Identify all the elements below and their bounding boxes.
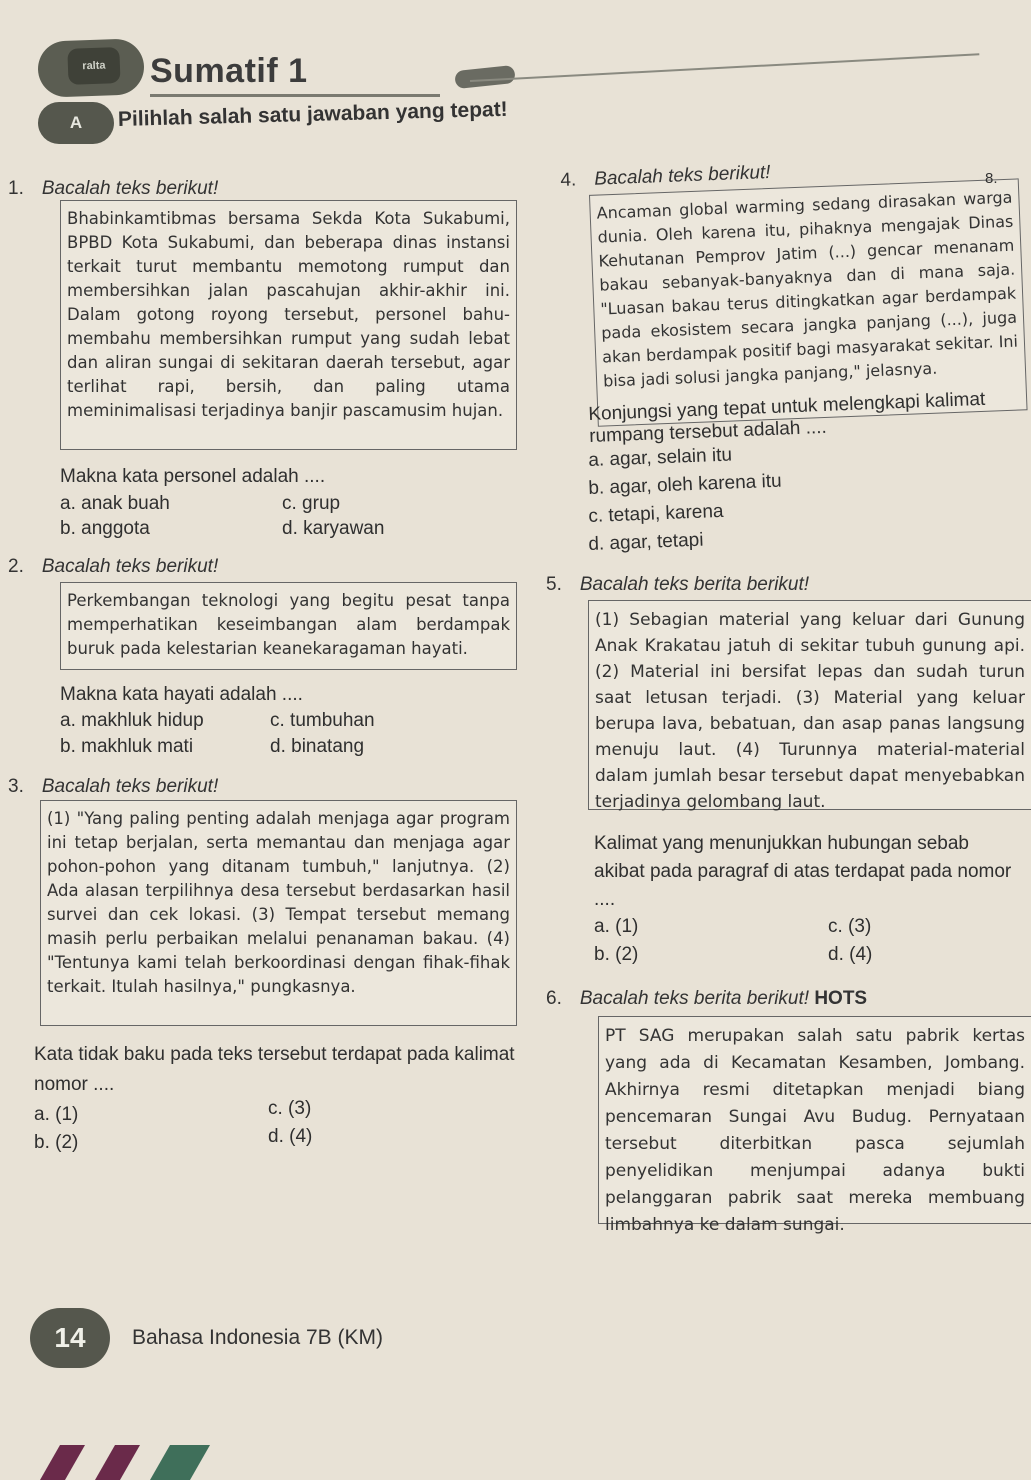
q3-option-d[interactable]: d. (4) (268, 1126, 313, 1147)
title-underline (150, 94, 440, 97)
q5-passage: (1) Sebagian material yang keluar dari Gunung Anak Krakatau jatuh di sekitar tubuh gunung api. (2) Material ini bersifat lepas dan sudah turun saat letusan terjadi. (3) Material yang keluar berupa lava, bebatuan, dan asap panas langsung menuju laut. (4) Turunnya material-material dalam jumlah besar tersebut dapat menyebabkan terjadinya gelombang laut. (595, 610, 1025, 812)
q2-passage-box (60, 582, 517, 670)
q1-option-b[interactable]: b. anggota (60, 518, 150, 539)
q5-option-a[interactable]: a. (1) (594, 916, 639, 937)
q3-passage-box (40, 800, 517, 1026)
page-number-badge: 14 (30, 1308, 110, 1368)
q5-option-d[interactable]: d. (4) (828, 944, 873, 965)
page-title: Sumatif 1 (150, 52, 308, 90)
q1-passage-box (60, 200, 517, 450)
q6-passage: PT SAG merupakan salah satu pabrik kertas yang ada di Kecamatan Kesamben, Jombang. Akhirnya resmi ditetapkan menjadi biang pencemaran Sungai Avu Budug. Pernyataan tersebut diterbitkan pasca sejumlah penyelidikan menjumpai adanya bukti pelanggaran pabrik saat mereka membuang limbahnya ke dalam sungai. (605, 1026, 1025, 1235)
q5-heading: 5. Bacalah teks berita berikut! (546, 574, 810, 595)
q1-passage: Bhabinkamtibmas bersama Sekda Kota Sukabumi, BPBD Kota Sukabumi, dan beberapa dinas instansi terkait turut membantu memotong rumput dan membersihkan jalan pascahujan akhir-akhir ini. Dalam gotong royong tersebut, personel bahu-membahu membersihkan rumput yang sudah lebat dan aliran sungai di sekitaran daerah tersebut, agar terlihat rapi, bersih, dan paling utama meminimalisasi terjadinya banjir pascamusim hujan. (67, 209, 510, 420)
header-divider (470, 53, 979, 82)
q4-option-b[interactable]: b. agar, oleh karena itu (588, 470, 782, 499)
q2-heading: 2. Bacalah teks berikut! (8, 556, 219, 577)
q4-passage: Ancaman global warming sedang dirasakan warga dunia. Oleh karena itu, pihaknya mengajak Dinas Kehutanan Pemprov Jatim (...) gencar menanam bakau sebanyak-banyaknya dan di mana saja. "Luasan bakau terus ditingkatkan agar berdampak pada ekosistem secara jangka panjang (...), juga akan berdampak positif bagi masyarakat sekitar. Ini bisa jadi solusi jangka panjang," jelasnya. (596, 187, 1019, 391)
q6-passage-box (598, 1016, 1031, 1235)
q2-option-d[interactable]: d. binatang (270, 736, 365, 757)
section-instruction: Pilihlah salah satu jawaban yang tepat! (117, 97, 508, 131)
header-logo-badge (37, 38, 145, 98)
book-title: Bahasa Indonesia 7B (KM) (132, 1326, 383, 1349)
q5-passage-box (588, 600, 1031, 810)
q1-option-d[interactable]: d. karyawan (282, 518, 385, 539)
hots-badge: HOTS (814, 988, 868, 1009)
q3-heading: 3. Bacalah teks berikut! (8, 776, 219, 797)
q2-option-a[interactable]: a. makhluk hidup (60, 710, 204, 731)
decorative-stripes-icon (0, 1440, 260, 1480)
q4-option-c[interactable]: c. tetapi, karena (588, 500, 724, 527)
q1-question: Makna kata personel adalah .... (60, 466, 326, 487)
q3-question: Kata tidak baku pada teks tersebut terdapat pada kalimat nomor .... (34, 1044, 515, 1095)
q5-option-c[interactable]: c. (3) (828, 916, 872, 937)
q4-question: Konjungsi yang tepat untuk melengkapi kalimat rumpang tersebut adalah .... (588, 388, 986, 447)
q4-option-a[interactable]: a. agar, selain itu (588, 444, 733, 471)
q2-passage: Perkembangan teknologi yang begitu pesat tanpa memperhatikan keseimbangan alam berdampak buruk pada kelestarian keanekaragaman hayati. (67, 591, 510, 658)
q5-option-b[interactable]: b. (2) (594, 944, 639, 965)
logo-icon: ralta (67, 47, 120, 85)
q4-heading: 4. Bacalah teks berikut! (560, 161, 771, 191)
q2-question: Makna kata hayati adalah .... (60, 684, 303, 705)
q3-option-a[interactable]: a. (1) (34, 1104, 79, 1125)
q3-option-c[interactable]: c. (3) (268, 1098, 312, 1119)
q2-option-c[interactable]: c. tumbuhan (270, 710, 375, 731)
q2-option-b[interactable]: b. makhluk mati (60, 736, 194, 757)
q6-heading: 6. Bacalah teks berita berikut! HOTS (546, 988, 868, 1009)
decorative-blob (454, 65, 516, 89)
section-badge: A (38, 102, 114, 144)
q1-option-c[interactable]: c. grup (282, 493, 341, 514)
q5-question: Kalimat yang menunjukkan hubungan sebab akibat pada paragraf di atas terdapat pada nomor .... (594, 833, 1012, 910)
q3-option-b[interactable]: b. (2) (34, 1132, 79, 1153)
q1-option-a[interactable]: a. anak buah (60, 493, 170, 514)
q4-side-mark: 8. (985, 170, 998, 187)
q4-block (560, 152, 1030, 427)
q3-passage: (1) "Yang paling penting adalah menjaga agar program ini tetap berjalan, serta memantau dan menjaga agar pohon-pohon yang ditanam tumbuh," lanjutnya. (2) Ada alasan terpilihnya desa tersebut berdasarkan hasil survei dan cek lokasi. (3) Tempat tersebut memang masih perlu perbaikan melalui penanaman bakau. (4) "Tentunya kami telah berkoordinasi dengan fihak-fihak terkait. Itulah hasilnya," pungkasnya. (47, 809, 510, 996)
q4-option-d[interactable]: d. agar, tetapi (588, 529, 704, 555)
q1-heading: 1. Bacalah teks berikut! (8, 178, 219, 199)
